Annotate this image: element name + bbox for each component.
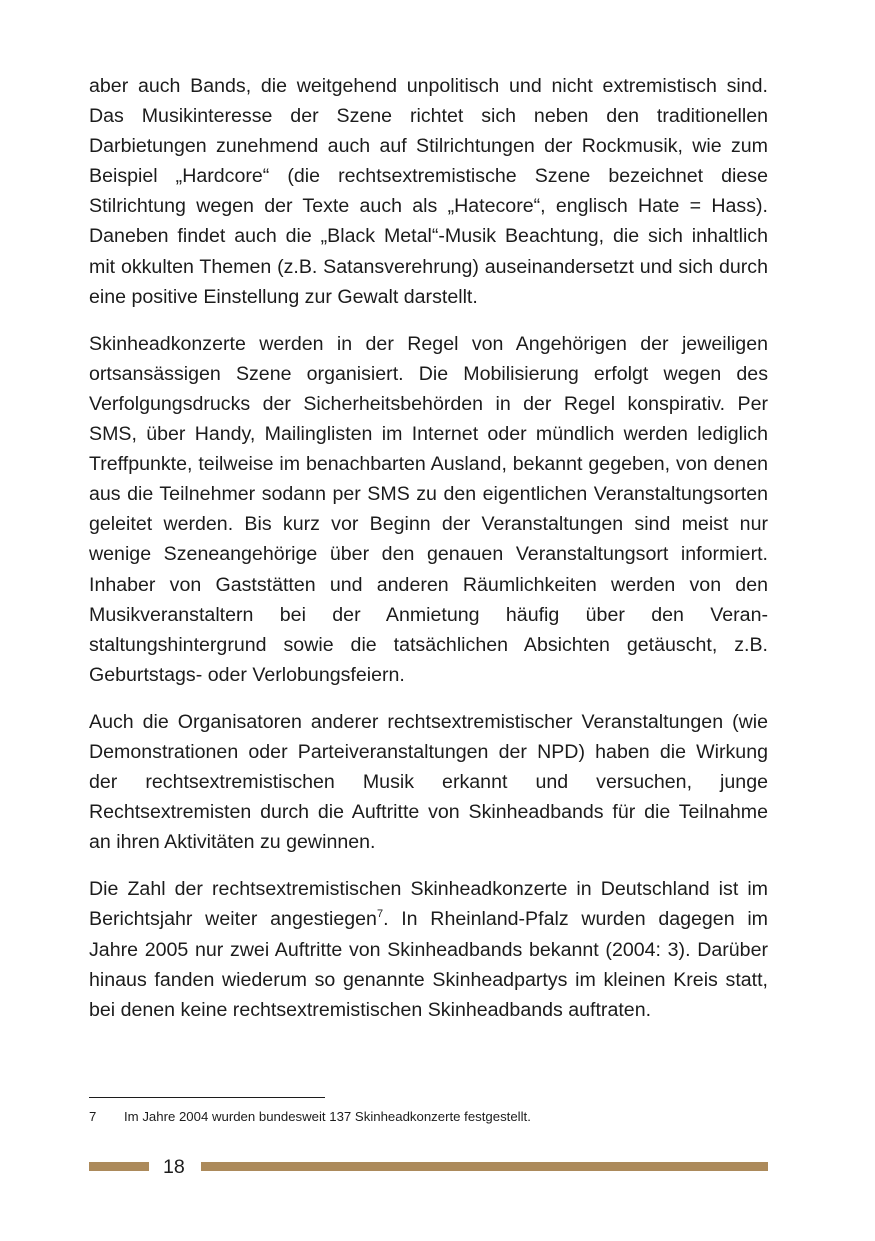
footnote xyxy=(89,1108,768,1126)
page-number: 18 xyxy=(163,1156,185,1178)
paragraph-4 xyxy=(89,874,768,1024)
footer-bar-right xyxy=(201,1162,768,1171)
page-footer xyxy=(89,1154,768,1180)
body-text xyxy=(89,71,768,1042)
footnote-reference[interactable]: 7 xyxy=(376,908,384,921)
paragraph-2: Skinheadkonzerte werden in der Regel von Angehörigen der jeweiligen ortsansässigen Szene organisiert. Die Mobilisierung erfolgt wegen des Verfolgungsdrucks der Sicherheitsbehörden in der Regel konspirativ. Per SMS, über Handy, Mailinglisten im Internet oder mündlich werden lediglich Treffpunkte, teilweise im benachbarten Ausland, bekannt gegeben, von denen aus die Teilnehmer sodann per SMS zu den eigentlichen Veranstaltungsorten geleitet werden. Bis kurz vor Beginn der Veranstaltungen sind meist nur wenige Szeneangehörige über den genauen Veranstaltungsort informiert. Inhaber von Gaststätten und anderen Räumlichkeiten werden von den Musikveranstaltern bei der Anmietung häufig über den Veranstaltungshintergrund sowie die tatsächlichen Absichten getäuscht, z.B. Geburtstags- oder Verlobungsfeiern. xyxy=(89,332,768,686)
footnote-number: 7 xyxy=(89,1109,97,1124)
footer-bar-left xyxy=(89,1162,149,1171)
paragraph-4-text-start: Die Zahl der rechtsextremistischen Skinheadkonzerte in Deutschland ist im Berichtsjahr weiter angestiegen xyxy=(89,878,768,931)
paragraph-4-text-end: . In Rheinland-Pfalz wurden dagegen im Jahre 2005 nur zwei Auftritte von Skinheadbands bekannt (2004: 3). Darüber hinaus fanden wiederum so genannte Skinheadpartys im kleinen Kreis statt, bei denen keine rechtsextremistischen Skinheadbands auftraten. xyxy=(89,908,769,1021)
paragraph-3: Auch die Organisatoren anderer rechtsextremistischer Veranstaltungen (wie Demonstrationen oder Parteiveranstaltungen der NPD) haben die Wirkung der rechtsextremistischen Musik erkannt und versuchen, junge Rechtsextremisten durch die Auftritte von Skinheadbands für die Teilnahme an ihren Aktivitäten zu gewinnen. xyxy=(89,710,768,854)
paragraph-1: aber auch Bands, die weitgehend unpolitisch und nicht extremistisch sind. Das Musikinteresse der Szene richtet sich neben den traditionellen Darbietungen zunehmend auch auf Stilrichtungen der Rockmusik, wie zum Beispiel „Hardcore“ (die rechtsextremistische Szene bezeichnet diese Stilrichtung wegen der Texte auch als „Hatecore“, englisch Hate = Hass). Daneben findet auch die „Black Metal“-Musik Beachtung, die sich inhaltlich mit okkulten Themen (z.B. Satansverehrung) auseinandersetzt und sich durch eine positive Einstellung zur Gewalt darstellt. xyxy=(89,75,768,308)
footnote-text: Im Jahre 2004 wurden bundesweit 137 Skinheadkonzerte festgestellt. xyxy=(124,1109,531,1124)
footnote-separator xyxy=(89,1097,325,1098)
